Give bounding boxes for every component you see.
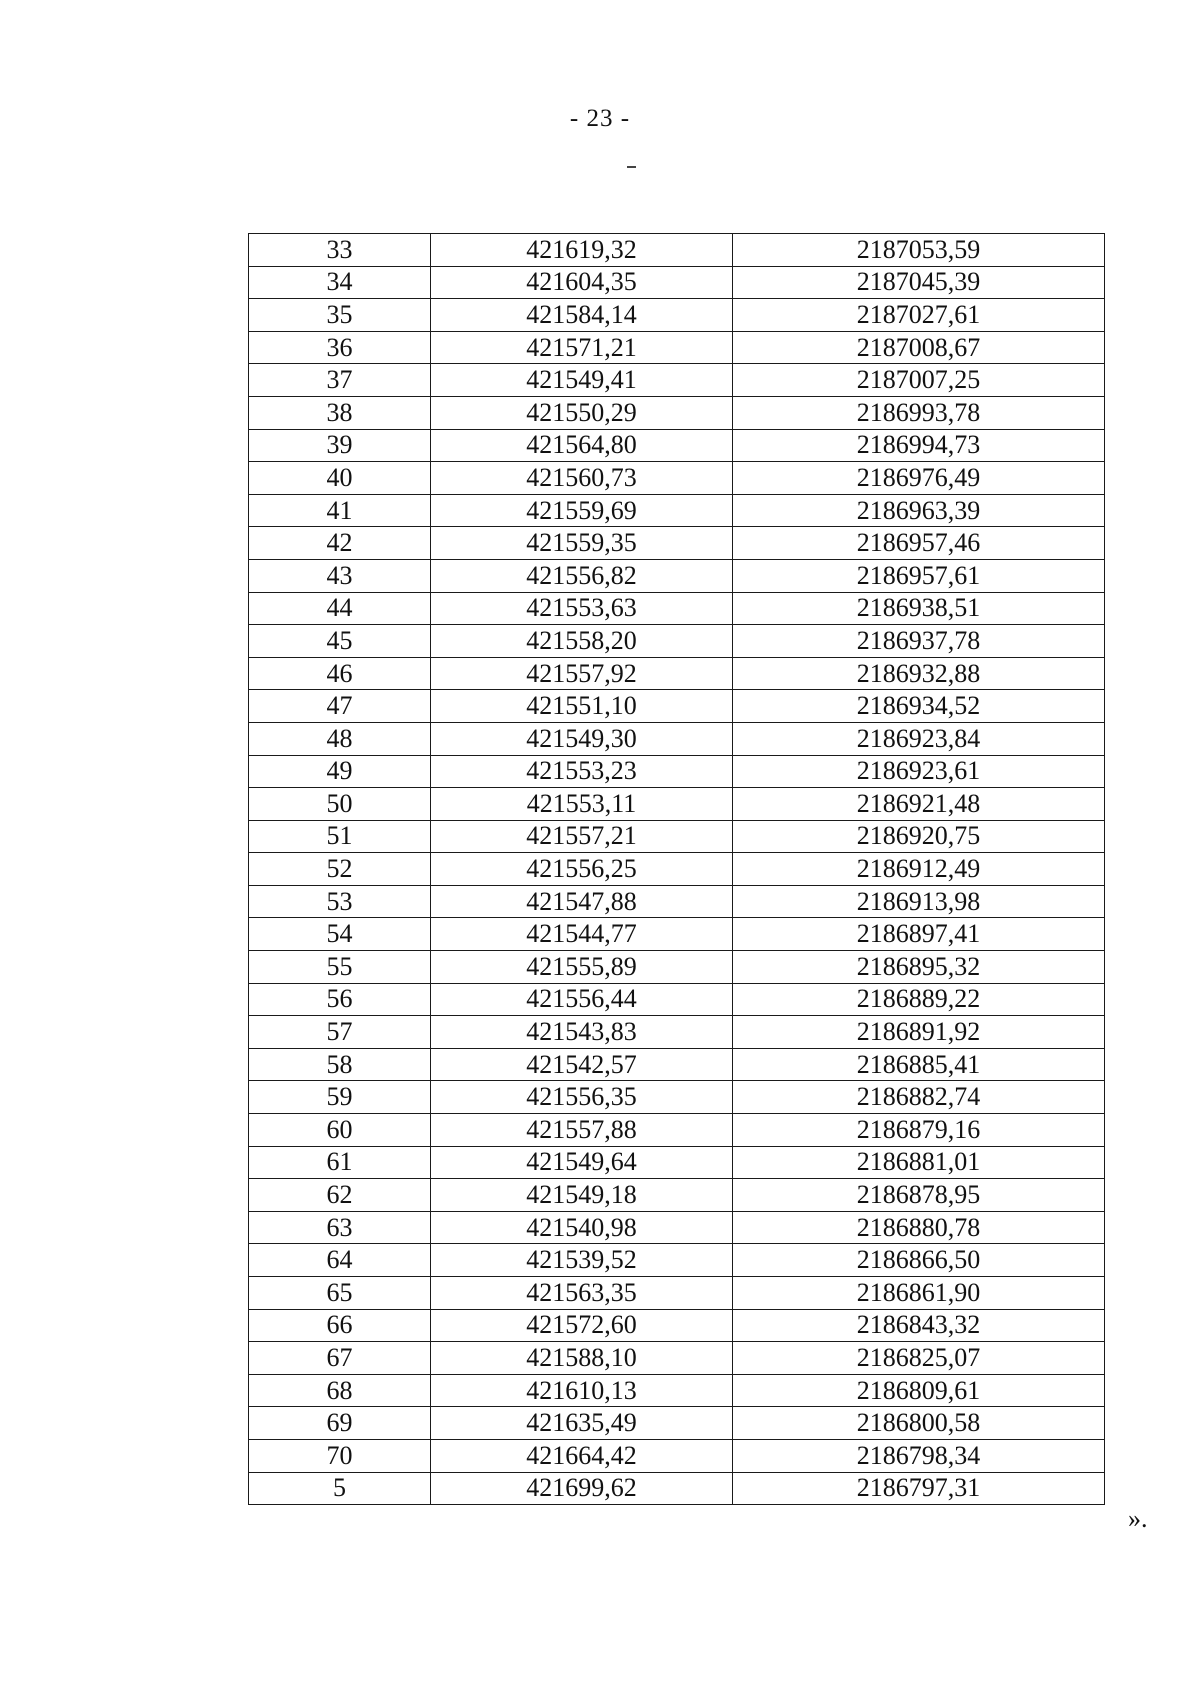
x-coordinate-cell: 421604,35 — [431, 266, 733, 299]
point-number-cell: 39 — [249, 429, 431, 462]
x-coordinate-cell: 421547,88 — [431, 885, 733, 918]
y-coordinate-cell: 2186923,61 — [733, 755, 1105, 788]
point-number-cell: 41 — [249, 494, 431, 527]
y-coordinate-cell: 2186932,88 — [733, 657, 1105, 690]
x-coordinate-cell: 421584,14 — [431, 299, 733, 332]
x-coordinate-cell: 421564,80 — [431, 429, 733, 462]
y-coordinate-cell: 2187008,67 — [733, 331, 1105, 364]
x-coordinate-cell: 421556,82 — [431, 559, 733, 592]
y-coordinate-cell: 2186921,48 — [733, 788, 1105, 821]
y-coordinate-cell: 2186881,01 — [733, 1146, 1105, 1179]
point-number-cell: 5 — [249, 1472, 431, 1505]
point-number-cell: 45 — [249, 625, 431, 658]
page-number: - 23 - — [569, 105, 631, 132]
y-coordinate-cell: 2186938,51 — [733, 592, 1105, 625]
table-row — [249, 1277, 1105, 1310]
x-coordinate-cell: 421635,49 — [431, 1407, 733, 1440]
table-row — [249, 559, 1105, 592]
y-coordinate-cell: 2186937,78 — [733, 625, 1105, 658]
x-coordinate-cell: 421551,10 — [431, 690, 733, 723]
point-number-cell: 57 — [249, 1016, 431, 1049]
table-row — [249, 1048, 1105, 1081]
table-row — [249, 234, 1105, 267]
x-coordinate-cell: 421543,83 — [431, 1016, 733, 1049]
table-row — [249, 1114, 1105, 1147]
table-row — [249, 755, 1105, 788]
x-coordinate-cell: 421556,44 — [431, 983, 733, 1016]
x-coordinate-cell: 421539,52 — [431, 1244, 733, 1277]
point-number-cell: 64 — [249, 1244, 431, 1277]
y-coordinate-cell: 2186879,16 — [733, 1114, 1105, 1147]
table-row — [249, 1342, 1105, 1375]
table-row — [249, 396, 1105, 429]
point-number-cell: 40 — [249, 462, 431, 495]
x-coordinate-cell: 421549,64 — [431, 1146, 733, 1179]
y-coordinate-cell: 2186923,84 — [733, 722, 1105, 755]
point-number-cell: 56 — [249, 983, 431, 1016]
x-coordinate-cell: 421571,21 — [431, 331, 733, 364]
table-row — [249, 1439, 1105, 1472]
y-coordinate-cell: 2186797,31 — [733, 1472, 1105, 1505]
y-coordinate-cell: 2187045,39 — [733, 266, 1105, 299]
table-row — [249, 364, 1105, 397]
point-number-cell: 68 — [249, 1374, 431, 1407]
x-coordinate-cell: 421556,35 — [431, 1081, 733, 1114]
point-number-cell: 58 — [249, 1048, 431, 1081]
table-row — [249, 1309, 1105, 1342]
table-row — [249, 625, 1105, 658]
table-row — [249, 820, 1105, 853]
point-number-cell: 69 — [249, 1407, 431, 1440]
table-row — [249, 853, 1105, 886]
point-number-cell: 66 — [249, 1309, 431, 1342]
x-coordinate-cell: 421540,98 — [431, 1211, 733, 1244]
table-row — [249, 657, 1105, 690]
x-coordinate-cell: 421619,32 — [431, 234, 733, 267]
coordinates-table-body — [249, 234, 1105, 1505]
x-coordinate-cell: 421664,42 — [431, 1439, 733, 1472]
point-number-cell: 48 — [249, 722, 431, 755]
y-coordinate-cell: 2187053,59 — [733, 234, 1105, 267]
table-row — [249, 1374, 1105, 1407]
point-number-cell: 43 — [249, 559, 431, 592]
x-coordinate-cell: 421549,18 — [431, 1179, 733, 1212]
y-coordinate-cell: 2186880,78 — [733, 1211, 1105, 1244]
y-coordinate-cell: 2186957,46 — [733, 527, 1105, 560]
x-coordinate-cell: 421544,77 — [431, 918, 733, 951]
table-row — [249, 885, 1105, 918]
y-coordinate-cell: 2186889,22 — [733, 983, 1105, 1016]
y-coordinate-cell: 2186798,34 — [733, 1439, 1105, 1472]
point-number-cell: 55 — [249, 951, 431, 984]
x-coordinate-cell: 421553,63 — [431, 592, 733, 625]
x-coordinate-cell: 421559,35 — [431, 527, 733, 560]
table-row — [249, 1081, 1105, 1114]
coordinates-table — [248, 233, 1105, 1505]
table-row — [249, 462, 1105, 495]
table-row — [249, 951, 1105, 984]
x-coordinate-cell: 421560,73 — [431, 462, 733, 495]
y-coordinate-cell: 2186866,50 — [733, 1244, 1105, 1277]
x-coordinate-cell: 421553,23 — [431, 755, 733, 788]
point-number-cell: 62 — [249, 1179, 431, 1212]
point-number-cell: 59 — [249, 1081, 431, 1114]
x-coordinate-cell: 421558,20 — [431, 625, 733, 658]
point-number-cell: 38 — [249, 396, 431, 429]
x-coordinate-cell: 421556,25 — [431, 853, 733, 886]
table-row — [249, 494, 1105, 527]
y-coordinate-cell: 2186825,07 — [733, 1342, 1105, 1375]
point-number-cell: 46 — [249, 657, 431, 690]
table-row — [249, 1016, 1105, 1049]
x-coordinate-cell: 421550,29 — [431, 396, 733, 429]
x-coordinate-cell: 421699,62 — [431, 1472, 733, 1505]
x-coordinate-cell: 421559,69 — [431, 494, 733, 527]
table-row — [249, 1244, 1105, 1277]
point-number-cell: 33 — [249, 234, 431, 267]
y-coordinate-cell: 2186994,73 — [733, 429, 1105, 462]
table-row — [249, 722, 1105, 755]
table-row — [249, 983, 1105, 1016]
point-number-cell: 63 — [249, 1211, 431, 1244]
scan-mark — [627, 166, 636, 168]
y-coordinate-cell: 2186934,52 — [733, 690, 1105, 723]
y-coordinate-cell: 2186913,98 — [733, 885, 1105, 918]
table-row — [249, 1211, 1105, 1244]
point-number-cell: 50 — [249, 788, 431, 821]
table-row — [249, 1179, 1105, 1212]
y-coordinate-cell: 2186878,95 — [733, 1179, 1105, 1212]
point-number-cell: 44 — [249, 592, 431, 625]
point-number-cell: 52 — [249, 853, 431, 886]
table-row — [249, 266, 1105, 299]
table-row — [249, 1146, 1105, 1179]
x-coordinate-cell: 421588,10 — [431, 1342, 733, 1375]
table-row — [249, 527, 1105, 560]
point-number-cell: 51 — [249, 820, 431, 853]
table-row — [249, 1472, 1105, 1505]
point-number-cell: 37 — [249, 364, 431, 397]
x-coordinate-cell: 421549,30 — [431, 722, 733, 755]
table-row — [249, 690, 1105, 723]
point-number-cell: 49 — [249, 755, 431, 788]
table-row — [249, 429, 1105, 462]
y-coordinate-cell: 2186920,75 — [733, 820, 1105, 853]
x-coordinate-cell: 421557,92 — [431, 657, 733, 690]
x-coordinate-cell: 421572,60 — [431, 1309, 733, 1342]
x-coordinate-cell: 421553,11 — [431, 788, 733, 821]
x-coordinate-cell: 421555,89 — [431, 951, 733, 984]
point-number-cell: 34 — [249, 266, 431, 299]
y-coordinate-cell: 2186976,49 — [733, 462, 1105, 495]
x-coordinate-cell: 421542,57 — [431, 1048, 733, 1081]
point-number-cell: 53 — [249, 885, 431, 918]
table-row — [249, 1407, 1105, 1440]
point-number-cell: 65 — [249, 1277, 431, 1310]
y-coordinate-cell: 2186912,49 — [733, 853, 1105, 886]
point-number-cell: 60 — [249, 1114, 431, 1147]
y-coordinate-cell: 2187007,25 — [733, 364, 1105, 397]
x-coordinate-cell: 421549,41 — [431, 364, 733, 397]
x-coordinate-cell: 421557,21 — [431, 820, 733, 853]
point-number-cell: 67 — [249, 1342, 431, 1375]
y-coordinate-cell: 2186993,78 — [733, 396, 1105, 429]
y-coordinate-cell: 2186809,61 — [733, 1374, 1105, 1407]
y-coordinate-cell: 2186897,41 — [733, 918, 1105, 951]
table-row — [249, 299, 1105, 332]
y-coordinate-cell: 2186885,41 — [733, 1048, 1105, 1081]
y-coordinate-cell: 2186882,74 — [733, 1081, 1105, 1114]
x-coordinate-cell: 421563,35 — [431, 1277, 733, 1310]
table-row — [249, 788, 1105, 821]
point-number-cell: 36 — [249, 331, 431, 364]
table-row — [249, 592, 1105, 625]
y-coordinate-cell: 2186895,32 — [733, 951, 1105, 984]
y-coordinate-cell: 2186843,32 — [733, 1309, 1105, 1342]
x-coordinate-cell: 421610,13 — [431, 1374, 733, 1407]
y-coordinate-cell: 2186963,39 — [733, 494, 1105, 527]
y-coordinate-cell: 2186861,90 — [733, 1277, 1105, 1310]
point-number-cell: 54 — [249, 918, 431, 951]
y-coordinate-cell: 2187027,61 — [733, 299, 1105, 332]
y-coordinate-cell: 2186891,92 — [733, 1016, 1105, 1049]
y-coordinate-cell: 2186800,58 — [733, 1407, 1105, 1440]
table-row — [249, 918, 1105, 951]
closing-quote-mark: ». — [1128, 1504, 1148, 1533]
table-row — [249, 331, 1105, 364]
point-number-cell: 70 — [249, 1439, 431, 1472]
point-number-cell: 42 — [249, 527, 431, 560]
y-coordinate-cell: 2186957,61 — [733, 559, 1105, 592]
point-number-cell: 35 — [249, 299, 431, 332]
x-coordinate-cell: 421557,88 — [431, 1114, 733, 1147]
point-number-cell: 47 — [249, 690, 431, 723]
point-number-cell: 61 — [249, 1146, 431, 1179]
